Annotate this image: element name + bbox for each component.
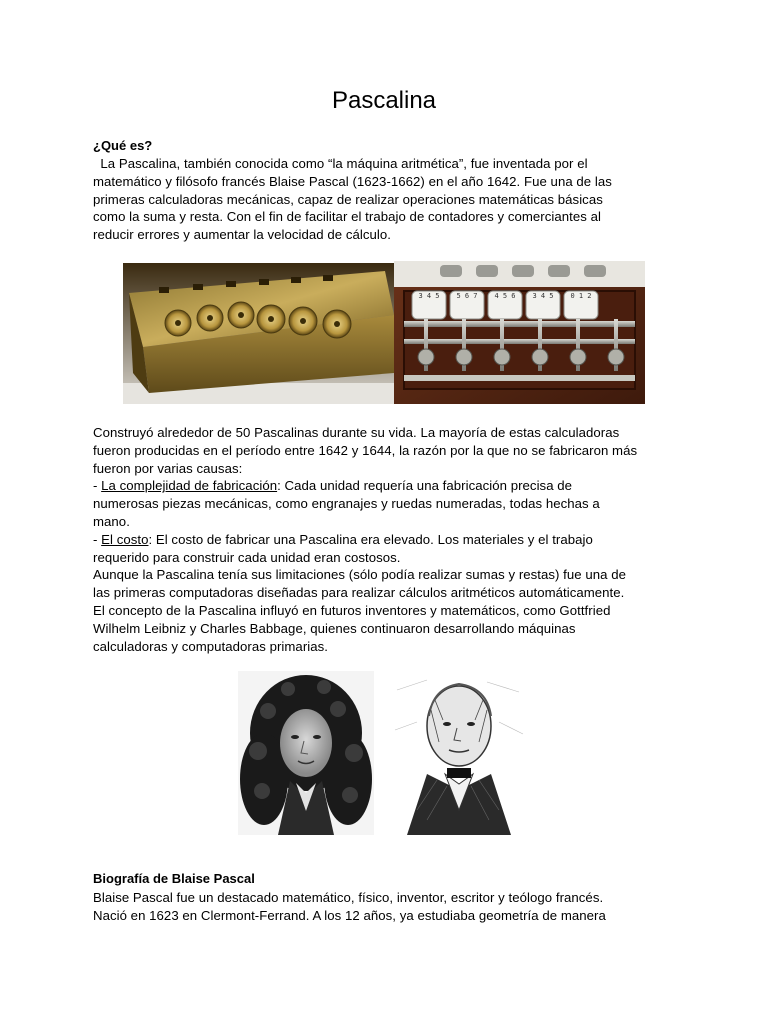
- text-line: fueron producidas en el período entre 1642 y 1644, la razón por la que no se fabricaron más: [93, 442, 638, 458]
- text-line: matemático y filósofo francés Blaise Pascal (1623-1662) en el año 1642. Fue una de las: [93, 173, 612, 189]
- dial-digits: 3 4 5: [418, 292, 440, 300]
- text-line: fueron por varias causas:: [93, 460, 243, 476]
- page-title: Pascalina: [331, 87, 437, 114]
- paragraph-production: [93, 424, 683, 655]
- text-line: Construyó alrededor de 50 Pascalinas durante su vida. La mayoría de estas calculadoras: [93, 425, 620, 440]
- babbage-portrait: [387, 670, 529, 835]
- dial-digits: 5 6 7: [456, 292, 478, 300]
- dial-digits: 3 4 5: [532, 292, 554, 300]
- section-heading-biografia: Biografía de Blaise Pascal: [93, 871, 255, 886]
- cause-text: : El costo de fabricar una Pascalina era elevado. Los materiales y el trabajo: [148, 531, 593, 547]
- cause-text: : Cada unidad requería una fabricación precisa de: [277, 478, 573, 494]
- text-line: reducir errores y aumentar la velocidad de cálculo.: [93, 227, 391, 243]
- leibniz-portrait: [238, 671, 374, 835]
- text-line: las primeras computadoras diseñadas para realizar cálculos aritméticos automáticamente.: [93, 585, 625, 601]
- dial-digits: 4 5 6: [494, 292, 516, 300]
- text-line: como la suma y resta. Con el fin de facilitar el trabajo de contadores y comerciantes al: [93, 209, 601, 225]
- list-dash: -: [93, 531, 102, 547]
- term-costo: El costo: [101, 531, 149, 547]
- paragraph-biography: [93, 889, 683, 925]
- dial-digits-layer: [394, 261, 645, 404]
- text-line: mano.: [93, 513, 130, 529]
- pascaline-brass-photo: [123, 263, 394, 404]
- text-line: Blaise Pascal fue un destacado matemático, físico, inventor, escritor y teólogo francés.: [93, 890, 604, 905]
- paragraph-definition: [93, 155, 683, 244]
- text-line: La Pascalina, también conocida como “la máquina aritmética”, fue inventada por el: [93, 156, 588, 171]
- pascaline-interior-photo: [394, 261, 645, 404]
- cause-cost: [93, 531, 683, 549]
- dial-digits: 0 1 2: [570, 292, 592, 300]
- text-line: primeras calculadoras mecánicas, capaz de realizar operaciones matemáticas básicas: [93, 191, 603, 207]
- text-line: Aunque la Pascalina tenía sus limitaciones (sólo podía realizar sumas y restas) fue una de: [93, 567, 627, 583]
- list-dash: -: [93, 478, 102, 494]
- term-complejidad: La complejidad de fabricación: [101, 478, 278, 494]
- section-heading-que-es: ¿Qué es?: [93, 138, 153, 153]
- text-line: requerido para construir cada unidad eran costosos.: [93, 549, 401, 565]
- text-line: Nació en 1623 en Clermont-Ferrand. A los 12 años, ya estudiaba geometría de manera: [93, 907, 606, 923]
- cause-complexity: [93, 477, 683, 495]
- text-line: calculadoras y computadoras primarias.: [93, 638, 328, 654]
- text-line: El concepto de la Pascalina influyó en futuros inventores y matemáticos, como Gottfried: [93, 602, 611, 618]
- text-line: numerosas piezas mecánicas, como engranajes y ruedas numeradas, todas hechas a: [93, 496, 600, 512]
- text-line: Wilhelm Leibniz y Charles Babbage, quienes continuaron desarrollando máquinas: [93, 620, 576, 636]
